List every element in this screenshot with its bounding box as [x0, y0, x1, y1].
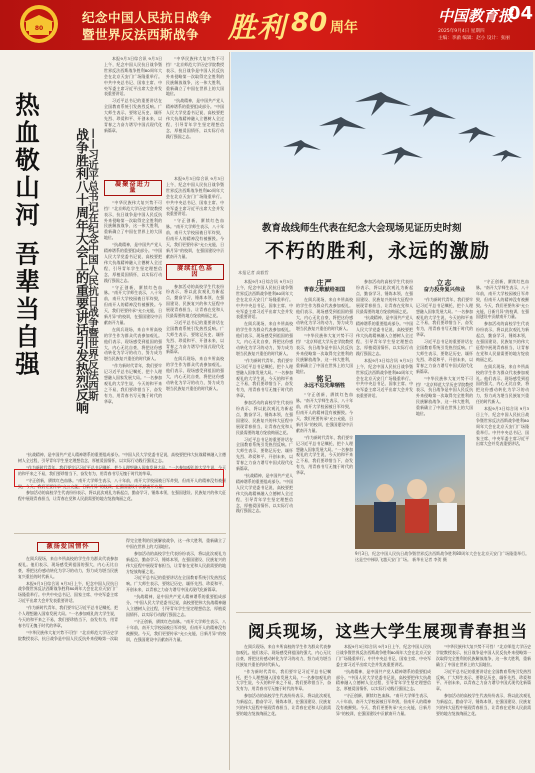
paragraph: “抗战精神，是中国共产党人精神谱系的重要组成部分。”中国人民大学党委书记说，高校要把伟大抗战精神融入立德树人全过程，引导青年学生坚定理想信念，厚植爱国情怀，以实际行动践行强国之志。 — [104, 242, 162, 283]
paragraph: 习近平总书记的重要讲话在全国教育系统引发热烈反响。广大师生表示，要铭记历史、缅怀先烈、珍爱和平、开创未来，以青春之力奋力谱写中国式现代化新篇章。 — [166, 319, 224, 355]
left-subhead-1: 战争胜利八十周年大会上的重要讲话引发热烈反响 — [73, 128, 88, 414]
section-title: 凝聚奋进力量 — [104, 180, 162, 196]
paragraph: 习近平总书记的重要讲话在全国教育系统引发热烈反响。广大师生表示，要铭记历史、缅怀先烈、珍爱和平、开创未来，以青春之力奋力谱写中国式现代化新篇章。 — [236, 436, 293, 472]
paragraph: 习近平总书记的重要讲话在全国教育系统引发热烈反响。广大师生表示，要铭记历史、缅怀先烈、珍爱和平、开创未来，以青春之力奋力谱写中国式现代化新篇章。 — [416, 339, 473, 374]
paragraph: “作为新时代青年，我们要牢记习近平总书记嘱托，把个人理想融入国家发展大局。”一名参加观礼的大学生说，今天的和平来之不易，我们要珍惜当下，奋发有为，用青春书写无愧于时代的华章。 — [104, 363, 162, 404]
paragraph: 在阅兵现场，来自多所高校的学生作为群众代表参加观礼。他们表示，现场感受到祖国的强大，内心无比自豪，将把这份感动转化为学习的动力，努力成为堪当民族复兴重任的时代新人。 — [476, 363, 529, 405]
victory-number: 80 — [291, 8, 328, 38]
paragraph: 在阅兵现场，来自多所高校的学生作为群众代表参加观礼。他们表示，现场感受到祖国的强大，内心无比自豪，将把这份感动转化为学习的动力，努力成为堪当民族复兴重任的时代新人。 — [104, 326, 162, 362]
article-column — [236, 644, 331, 770]
paragraph: 本报9月3日综合讯 9月3日上午，纪念中国人民抗日战争暨世界反法西斯战争胜利80周年大会在北京天安门广场隆重举行。中共中央总书记、国家主席、中央军委主席习近平出席大会并发表重要讲话。 — [236, 279, 293, 320]
svg-text:80: 80 — [34, 25, 44, 32]
article-column — [104, 56, 162, 171]
article-column — [236, 279, 293, 605]
paragraph: “作为新时代青年，我们要牢记习近平总书记嘱托，把个人理想融入国家发展大局。”一名参加观礼的大学生说，今天的和平来之不易，我们要珍惜当下，奋发有为，用青春书写无愧于时代的华章。 — [236, 668, 331, 692]
paragraph: 在阅兵现场，来自多所高校的学生作为群众代表参加观礼。他们表示，现场感受到祖国的强大，内心无比自豪，将把这份感动转化为学习的动力，努力成为堪当民族复兴重任的时代新人。 — [236, 321, 293, 356]
article-column — [166, 176, 224, 466]
story-heading: 铭记 — [316, 374, 333, 383]
paper-name: 中国教育报 — [438, 7, 514, 25]
paragraph: “中华民族伟大复兴势不可挡！”北京师范大学历史学院教授表示，抗日战争是中国人民反抗外来侵略第一次取得完全胜利的民族解放战争，这一伟大胜利，重新确立了中国在世界上的大国地位。 — [436, 644, 531, 667]
paragraph: “中华民族伟大复兴势不可挡！”北京师范大学历史学院教授表示，抗日战争是中国人民反抗外来侵略第一次取得完全胜利的民族解放战争，这一伟大胜利，重新确立了中国在世界上的大国地位。 — [18, 538, 226, 641]
paragraph: 参加活动的高校学生代表纷纷表示，将以此次观礼为新起点，勤奋学习，锤炼本领，在强国建设、民族复兴的伟大征程中展现青春担当，让青春在党和人民最需要的地方绽放绚丽之花。 — [126, 550, 226, 574]
paragraph: “守正创新，赓续红色血脉。”南开大学师生表示，八十年前，南开大学校园被日军炸毁，但南开人的精神没有被摧毁。今天，我们更要传承“允公允能，日新月异”的校训，在强国建设中贡献南开力量。 — [166, 218, 224, 259]
paragraph: “抗战精神，是中国共产党人精神谱系的重要组成部分。”中国人民大学党委书记说，高校要把伟大抗战精神融入立德树人全过程，引导青年学生坚定理想信念，厚植爱国情怀，以实际行动践行强国之志。 — [166, 98, 224, 139]
paragraph: “守正创新，赓续红色血脉。”南开大学师生表示，八十年前，南开大学校园被日军炸毁，但南开人的精神没有被摧毁。今天，我们更要传承“允公允能，日新月异”的校训，在强国建设中贡献南开力量。 — [476, 279, 529, 320]
paragraph: “中华民族伟大复兴势不可挡！”北京师范大学历史学院教授表示，抗日战争是中国人民反抗外来侵略第一次取得完全胜利的民族解放战争，这一伟大胜利，重新确立了中国在世界上的大国地位。 — [416, 375, 473, 417]
paragraph: “作为新时代青年，我们要牢记习近平总书记嘱托，把个人理想融入国家发展大局。”一名参加观礼的大学生说，今天的和平来之不易，我们要珍惜当下，奋发有为，用青春书写无愧于时代的华章。 — [236, 357, 293, 399]
story-subheading: 永远不忘先辈牺牲 — [303, 382, 346, 389]
story-subheading: 青春之歌献给祖国 — [303, 286, 346, 293]
paragraph: “抗战精神，是中国共产党人精神谱系的重要组成部分。”中国人民大学党委书记说，高校要把伟大抗战精神融入立德树人全过程，引导青年学生坚定理想信念，厚植爱国情怀，以实际行动践行强国之志。 — [236, 473, 293, 514]
paragraph: “抗战精神，是中国共产党人精神谱系的重要组成部分。”中国人民大学党委书记说，高校要把伟大抗战精神融入立德树人全过程，引导青年学生坚定理想信念，厚植爱国情怀，以实际行动践行强国之志。 — [126, 594, 226, 617]
paragraph: “守正创新，赓续红色血脉。”南开大学师生表示，八十年前，南开大学校园被日军炸毁，但南开人的精神没有被摧毁。今天，我们更要传承“允公允能，日新月异”的校训，在强国建设中贡献南开力量。 — [104, 284, 162, 325]
paragraph: “作为新时代青年，我们要牢记习近平总书记嘱托，把个人理想融入国家发展大局。”一名参加观礼的大学生说，今天的和平来之不易，我们要珍惜当下，奋发有为，用青春书写无愧于时代的华章。 — [296, 434, 353, 476]
news-photo — [355, 435, 465, 549]
paragraph: 本报9月3日综合讯 9月3日上午，纪念中国人民抗日战争暨世界反法西斯战争胜利80周年大会在北京天安门广场隆重举行。中共中央总书记、国家主席、中央军委主席习近平出席大会并发表重要讲话。 — [18, 580, 118, 604]
paragraph: 习近平总书记的重要讲话在全国教育系统引发热烈反响。广大师生表示，要铭记历史、缅怀先烈、珍爱和平、开创未来，以青春之力奋力谱写中国式现代化新篇章。 — [104, 98, 162, 133]
tiananmen-emblem-icon — [8, 4, 70, 44]
paragraph: 参加活动的高校学生代表纷纷表示，将以此次观礼为新起点，勤奋学习，锤炼本领，在强国建设、民族复兴的伟大征程中展现青春担当，让青春在党和人民最需要的地方绽放绚丽之花。 — [236, 400, 293, 435]
paragraph: 习近平总书记的重要讲话在全国教育系统引发热烈反响。广大师生表示，要铭记历史、缅怀先烈、珍爱和平、开创未来，以青春之力奋力谱写中国式现代化新篇章。 — [126, 575, 226, 593]
paragraph: 本报9月3日综合讯 9月3日上午，纪念中国人民抗日战争暨世界反法西斯战争胜利80周年大会在北京天安门广场隆重举行。中共中央总书记、国家主席、中央军委主席习近平出席大会并发表重要讲话。 — [476, 406, 529, 447]
paragraph: “守正创新，赓续红色血脉。”南开大学师生表示，八十年前，南开大学校园被日军炸毁，但南开人的精神没有被摧毁。今天，我们更要传承“允公允能，日新月异”的校训，在强国建设中贡献南开力量。 — [296, 392, 353, 433]
paragraph: “守正创新，赓续红色血脉。”南开大学师生表示，八十年前，南开大学校园被日军炸毁，但南开人的精神没有被摧毁。今天，我们更要传承“允公允能，日新月异”的校训，在强国建设中贡献南开力量。 — [126, 618, 226, 642]
paragraph: 参加活动的高校学生代表纷纷表示，将以此次观礼为新起点，勤奋学习，锤炼本领，在强国建设、民族复兴的伟大征程中展现青春担当，让青春在党和人民最需要的地方绽放绚丽之花。 — [166, 283, 224, 319]
feature-kicker: 教育战线师生代表在纪念大会现场见证历史时刻 — [262, 223, 462, 234]
story-subheading: 奋力投身复兴伟业 — [423, 286, 466, 293]
paragraph: “中华民族伟大复兴势不可挡！”北京师范大学历史学院教授表示，抗日战争是中国人民反抗外来侵略第一次取得完全胜利的民族解放战争，这一伟大胜利，重新确立了中国在世界上的大国地位。 — [296, 333, 353, 374]
article-column — [18, 452, 226, 528]
victory-word: 胜利 — [228, 11, 287, 44]
paragraph: “抗战精神，是中国共产党人精神谱系的重要组成部分。”中国人民大学党委书记说，高校要把伟大抗战精神融入立德树人全过程，引导青年学生坚定理想信念，厚植爱国情怀，以实际行动践行强国之志。 — [356, 315, 413, 356]
paragraph: “中华民族伟大复兴势不可挡！”北京师范大学历史学院教授表示，抗日战争是中国人民反抗外来侵略第一次取得完全胜利的民族解放战争，这一伟大胜利，重新确立了中国在世界上的大国地位。 — [166, 56, 224, 97]
article-column — [166, 56, 224, 171]
editor-credits: 主编：李澈 编辑：赵小 设计：张丽 — [438, 36, 510, 41]
page-number: 04 — [508, 3, 534, 24]
paragraph: 在阅兵现场，来自多所高校的学生作为群众代表参加观礼。他们表示，现场感受到祖国的强大，内心无比自豪，将把这份感动转化为学习的动力，努力成为堪当民族复兴重任的时代新人。 — [296, 296, 353, 332]
paragraph: “作为新时代青年，我们要牢记习近平总书记嘱托，把个人理想融入国家发展大局。”一名参加观礼的大学生说，今天的和平来之不易，我们要珍惜当下，奋发有为，用青春书写无愧于时代的华章。 — [18, 605, 118, 628]
paragraph: “抗战精神，是中国共产党人精神谱系的重要组成部分。”中国人民大学党委书记说，高校要把伟大抗战精神融入立德树人全过程，引导青年学生坚定理想信念，厚植爱国情怀，以实际行动践行强国之志。 — [18, 452, 226, 463]
highlight-box — [14, 469, 224, 487]
section-divider — [236, 612, 531, 613]
paragraph: 参加活动的高校学生代表纷纷表示，将以此次观礼为新起点，勤奋学习，锤炼本领，在强国建设、民族复兴的伟大征程中展现青春担当，让青春在党和人民最需要的地方绽放绚丽之花。 — [356, 279, 413, 314]
left-subhead-2: ——习近平总书记在纪念中国人民抗日战争暨世界反法西斯 — [87, 128, 99, 401]
paragraph: 参加活动的高校学生代表纷纷表示，将以此次观礼为新起点，勤奋学习，锤炼本领，在强国建设、民族复兴的伟大征程中展现青春担当，让青春在党和人民最需要的地方绽放绚丽之花。 — [436, 693, 531, 716]
paragraph: 本报9月3日综合讯 9月3日上午，纪念中国人民抗日战争暨世界反法西斯战争胜利80周年大会在北京天安门广场隆重举行。中共中央总书记、国家主席、中央军委主席习近平出席大会并发表重要讲话。 — [166, 176, 224, 217]
feature-title: 不朽的胜利，永远的激励 — [265, 240, 491, 262]
students-photo-icon — [355, 435, 465, 549]
paragraph: 本报9月3日综合讯 9月3日上午，纪念中国人民抗日战争暨世界反法西斯战争胜利80周年大会在北京天安门广场隆重举行。中共中央总书记、国家主席、中央军委主席习近平出席大会并发表重要讲话。 — [336, 644, 431, 667]
left-headline: 热血敬山河 吾辈当自强 — [12, 92, 41, 379]
paragraph: “抗战精神，是中国共产党人精神谱系的重要组成部分。”中国人民大学党委书记说，高校要把伟大抗战精神融入立德树人全过程，引导青年学生坚定理想信念，厚植爱国情怀，以实际行动践行强国之志。 — [336, 668, 431, 692]
paragraph: “中华民族伟大复兴势不可挡！”北京师范大学历史学院教授表示，抗日战争是中国人民反抗外来侵略第一次取得完全胜利的民族解放战争，这一伟大胜利，重新确立了中国在世界上的大国地位。 — [104, 199, 162, 241]
section-divider — [14, 533, 226, 534]
section-title: 激扬爱国情怀 — [37, 542, 98, 552]
article-column — [18, 538, 226, 743]
photo-caption: 9月3日，纪念中国人民抗日战争暨世界反法西斯战争胜利80周年大会在北京天安门广场隆重举行。这是空中梯队飞越天安门广场。 新华社记者 李贺 摄 — [355, 551, 530, 562]
paragraph: “守正创新，赓续红色血脉。”南开大学师生表示，八十年前，南开大学校园被日军炸毁，但南开人的精神没有被摧毁。今天，我们更要传承“允公允能，日新月异”的校训，在强国建设中贡献南开力量。 — [18, 477, 226, 489]
paragraph: “作为新时代青年，我们要牢记习近平总书记嘱托，把个人理想融入国家发展大局。”一名参加观礼的大学生说，今天的和平来之不易，我们要珍惜当下，奋发有为，用青春书写无愧于时代的华章。 — [18, 464, 226, 476]
paragraph: “守正创新，赓续红色血脉。”南开大学师生表示，八十年前，南开大学校园被日军炸毁，但南开人的精神没有被摧毁。今天，我们更要传承“允公允能，日新月异”的校训，在强国建设中贡献南开力量。 — [336, 693, 431, 716]
paragraph: 在阅兵现场，来自多所高校的学生作为群众代表参加观礼。他们表示，现场感受到祖国的强大，内心无比自豪，将把这份感动转化为学习的动力，努力成为堪当民族复兴重任的时代新人。 — [236, 644, 331, 667]
paragraph: 参加活动的高校学生代表纷纷表示，将以此次观礼为新起点，勤奋学习，锤炼本领，在强国建设、民族复兴的伟大征程中展现青春担当，让青春在党和人民最需要的地方绽放绚丽之花。 — [236, 693, 331, 716]
paragraph: 在阅兵现场，来自多所高校的学生作为群众代表参加观礼。他们表示，现场感受到祖国的强大，内心无比自豪，将把这份感动转化为学习的动力，努力成为堪当民族复兴重任的时代新人。 — [166, 356, 224, 391]
paragraph: 参加活动的高校学生代表纷纷表示，将以此次观礼为新起点，勤奋学习，锤炼本领，在强国建设、民族复兴的伟大征程中展现青春担当，让青春在党和人民最需要的地方绽放绚丽之花。 — [18, 490, 226, 502]
article-column — [336, 644, 431, 770]
banner-line-1: 纪念中国人民抗日战争 — [82, 10, 213, 25]
aircraft-formation-icon — [231, 52, 533, 227]
banner-line-2: 暨世界反法西斯战争 — [82, 27, 200, 42]
victory-suffix: 周年 — [330, 20, 358, 36]
byline: 本报记者 高毅哲 — [238, 270, 269, 275]
paragraph: 在阅兵现场，来自多所高校的学生作为群众代表参加观礼。他们表示，现场感受到祖国的强大，内心无比自豪，将把这份感动转化为学习的动力，努力成为堪当民族复兴重任的时代新人。 — [18, 555, 118, 579]
story-heading: 庄严 — [316, 279, 333, 287]
article-column — [104, 176, 162, 466]
story-heading: 立志 — [436, 279, 453, 287]
paragraph: 本报9月3日综合讯 9月3日上午，纪念中国人民抗日战争暨世界反法西斯战争胜利80周年大会在北京天安门广场隆重举行。中共中央总书记、国家主席、中央军委主席习近平出席大会并发表重要讲话。 — [356, 357, 413, 399]
article-column — [436, 644, 531, 770]
section-title: 赓续红色基因 — [166, 264, 224, 280]
column-divider — [229, 52, 230, 770]
paragraph: 习近平总书记的重要讲话在全国教育系统引发热烈反响。广大师生表示，要铭记历史、缅怀先烈、珍爱和平、开创未来，以青春之力奋力谱写中国式现代化新篇章。 — [436, 668, 531, 692]
issue-date: 2025年9月4日 星期四 — [438, 29, 485, 34]
paragraph: 参加活动的高校学生代表纷纷表示，将以此次观礼为新起点，勤奋学习，锤炼本领，在强国建设、民族复兴的伟大征程中展现青春担当，让青春在党和人民最需要的地方绽放绚丽之花。 — [476, 321, 529, 362]
paragraph: 本报9月3日综合讯 9月3日上午，纪念中国人民抗日战争暨世界反法西斯战争胜利80周年大会在北京天安门广场隆重举行。中共中央总书记、国家主席、中央军委主席习近平出席大会并发表重要讲话。 — [104, 56, 162, 97]
article-column — [296, 279, 353, 605]
bottom-article-title: 阅兵现场，这些大学生展现青春担当 — [248, 622, 528, 641]
paragraph: “作为新时代青年，我们要牢记习近平总书记嘱托，把个人理想融入国家发展大局。”一名参加观礼的大学生说，今天的和平来之不易，我们要珍惜当下，奋发有为，用青春书写无愧于时代的华章。 — [416, 296, 473, 338]
masthead — [0, 0, 535, 50]
